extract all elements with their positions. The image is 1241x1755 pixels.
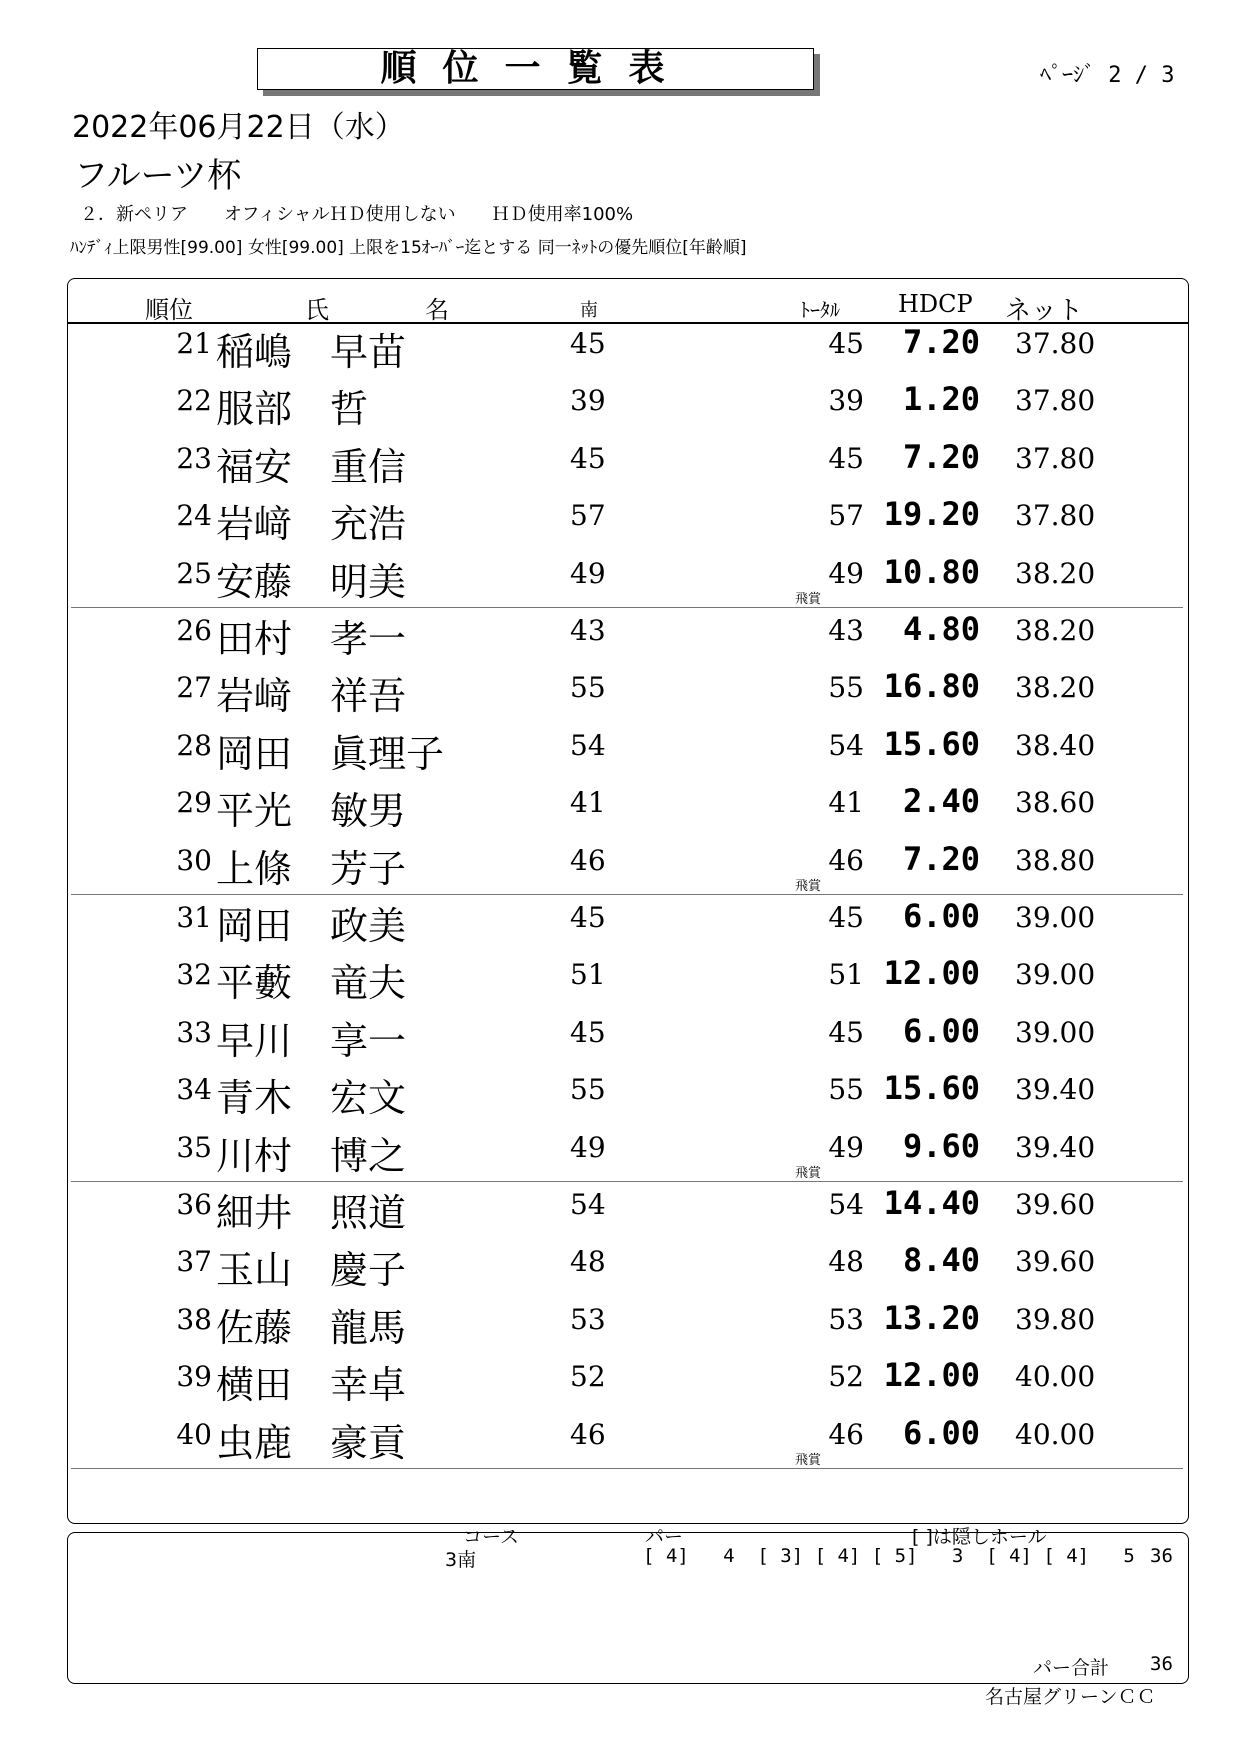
- table-row: [0, 545, 1241, 607]
- rank-cell: 25: [176, 556, 212, 590]
- player-name: 岡田 政美: [216, 904, 407, 948]
- prize-flag: 飛賞: [795, 591, 822, 607]
- hdcp-value: 10.80: [883, 552, 980, 591]
- table-row: [0, 659, 1241, 717]
- hdcp-value: 4.80: [902, 610, 980, 648]
- total-score: 55: [828, 671, 864, 705]
- net-score: 39.40: [1015, 1073, 1096, 1107]
- net-score: 38.20: [1015, 556, 1096, 590]
- hdcp-value: 12.00: [883, 954, 980, 993]
- south-score: 57: [570, 499, 606, 533]
- rank-cell: 27: [176, 671, 212, 705]
- total-score: 51: [828, 958, 864, 992]
- hdcp-value: 16.80: [883, 667, 980, 706]
- player-name: 虫鹿 豪貢: [216, 1420, 407, 1465]
- column-header-total: ﾄｰﾀﾙ: [800, 298, 840, 322]
- rank-cell: 34: [176, 1073, 212, 1107]
- course-label: コース: [463, 1526, 520, 1548]
- column-header-hdcp: HDCP: [898, 290, 973, 318]
- table-row: [0, 602, 1241, 660]
- south-score: 45: [570, 1015, 606, 1049]
- hdcp-value: 7.20: [902, 437, 980, 476]
- table-row: [0, 1061, 1241, 1119]
- player-name: 佐藤 龍馬: [216, 1305, 407, 1350]
- table-row: [0, 774, 1241, 832]
- south-score: 39: [570, 384, 606, 418]
- player-name: 福安 重信: [216, 444, 407, 489]
- rank-cell: 26: [176, 614, 212, 647]
- prize-flag: 飛賞: [795, 1452, 822, 1468]
- total-score: 55: [828, 1073, 864, 1107]
- hole-pars: [ 4] 4 [ 3] [ 4] [ 5] 3 [ 4] [ 4] 5: [643, 1545, 1135, 1567]
- hdcp-value: 1.20: [902, 380, 980, 419]
- net-score: 40.00: [1015, 1360, 1096, 1394]
- total-score: 49: [828, 1130, 864, 1164]
- player-name: 早川 享一: [216, 1018, 407, 1063]
- table-row: [0, 1176, 1241, 1234]
- net-score: 37.80: [1015, 384, 1096, 418]
- player-name: 平藪 竜夫: [216, 961, 407, 1006]
- event-date: 2022年06月22日（水）: [72, 110, 405, 145]
- net-score: 39.00: [1015, 1015, 1096, 1049]
- net-score: 39.60: [1015, 1188, 1096, 1221]
- south-score: 45: [570, 441, 606, 475]
- player-name: 岩﨑 充浩: [216, 502, 407, 547]
- player-name: 服部 哲: [216, 387, 369, 432]
- net-score: 37.80: [1015, 499, 1096, 533]
- total-score: 39: [828, 384, 864, 418]
- net-score: 38.20: [1015, 614, 1096, 647]
- total-score: 54: [828, 1188, 864, 1221]
- net-score: 39.60: [1015, 1245, 1096, 1279]
- table-row: [0, 430, 1241, 488]
- south-score: 41: [570, 786, 606, 820]
- south-score: 46: [570, 1417, 606, 1451]
- south-score: 55: [570, 1073, 606, 1107]
- table-row: [0, 1406, 1241, 1468]
- hdcp-value: 7.20: [902, 839, 980, 878]
- total-score: 46: [828, 1417, 864, 1451]
- south-score: 48: [570, 1245, 606, 1279]
- table-row: [0, 372, 1241, 430]
- scoring-conditions: ２．新ペリア オフィシャルＨＤ使用しない ＨＤ使用率100%: [80, 204, 634, 225]
- rank-cell: 33: [176, 1015, 212, 1049]
- club-name: 名古屋グリーンＣＣ: [985, 1686, 1156, 1708]
- net-score: 38.80: [1015, 843, 1096, 877]
- par-label: パー: [645, 1526, 684, 1548]
- south-score: 52: [570, 1360, 606, 1394]
- south-score: 46: [570, 843, 606, 877]
- net-score: 38.40: [1015, 728, 1096, 762]
- table-row: [0, 1291, 1241, 1349]
- table-row: [0, 889, 1241, 947]
- course-name: 3南: [445, 1549, 477, 1571]
- table-row: [0, 1348, 1241, 1406]
- rank-cell: 24: [176, 499, 212, 533]
- net-score: 40.00: [1015, 1417, 1096, 1451]
- total-score: 41: [828, 786, 864, 820]
- player-name: 稲嶋 早苗: [216, 330, 407, 374]
- rank-cell: 32: [176, 958, 212, 992]
- column-header-net: ネット: [1005, 296, 1084, 326]
- player-name: 岡田 眞理子: [216, 731, 445, 776]
- table-row: [0, 717, 1241, 775]
- south-score: 45: [570, 901, 606, 934]
- rank-cell: 22: [176, 384, 212, 418]
- south-score: 51: [570, 958, 606, 992]
- net-score: 37.80: [1015, 327, 1096, 360]
- table-row: [0, 946, 1241, 1004]
- south-score: 43: [570, 614, 606, 647]
- total-score: 45: [828, 1015, 864, 1049]
- player-name: 細井 照道: [216, 1191, 407, 1235]
- net-score: 39.40: [1015, 1130, 1096, 1164]
- table-row: [0, 1119, 1241, 1181]
- group-divider: [71, 1181, 1183, 1182]
- prize-flag: 飛賞: [795, 878, 822, 894]
- page-number: ﾍﾟｰｼﾞ 2 / 3: [1040, 63, 1175, 88]
- total-score: 45: [828, 441, 864, 475]
- total-score: 52: [828, 1360, 864, 1394]
- hdcp-value: 13.20: [883, 1298, 980, 1337]
- south-score: 54: [570, 728, 606, 762]
- rank-cell: 29: [176, 786, 212, 820]
- rank-cell: 39: [176, 1360, 212, 1394]
- rank-cell: 35: [176, 1130, 212, 1164]
- total-score: 43: [828, 614, 864, 647]
- competition-name: フルーツ杯: [74, 156, 242, 196]
- net-score: 39.80: [1015, 1302, 1096, 1336]
- rank-cell: 28: [176, 728, 212, 762]
- table-row: [0, 315, 1241, 373]
- player-name: 青木 宏文: [216, 1076, 407, 1121]
- handicap-note: ﾊﾝﾃﾞｨ上限男性[99.00] 女性[99.00] 上限を15ｵｰﾊﾞｰ迄とする 同一ﾈｯﾄの優先順位[年齢順]: [70, 238, 747, 258]
- table-row: [0, 832, 1241, 894]
- player-name: 横田 幸卓: [216, 1363, 407, 1408]
- course-par-total: 36: [1150, 1545, 1173, 1567]
- column-header-name-family: 氏: [305, 296, 329, 324]
- column-header-name-given: 名: [425, 296, 449, 324]
- player-name: 田村 孝一: [216, 617, 407, 661]
- prize-flag: 飛賞: [795, 1165, 822, 1181]
- table-row: [0, 1004, 1241, 1062]
- south-score: 49: [570, 1130, 606, 1164]
- rank-cell: 37: [176, 1245, 212, 1279]
- column-header-rank: 順位: [145, 296, 193, 324]
- group-divider: [71, 607, 1183, 608]
- total-score: 57: [828, 499, 864, 533]
- hdcp-value: 7.20: [902, 323, 980, 361]
- hdcp-value: 14.40: [883, 1184, 980, 1222]
- hdcp-value: 19.20: [883, 495, 980, 534]
- total-score: 54: [828, 728, 864, 762]
- south-score: 49: [570, 556, 606, 590]
- par-total-value: 36: [1150, 1653, 1173, 1675]
- net-score: 37.80: [1015, 441, 1096, 475]
- player-name: 玉山 慶子: [216, 1248, 407, 1293]
- page-title: 順位一覧表: [257, 48, 814, 90]
- south-score: 45: [570, 327, 606, 360]
- hdcp-value: 2.40: [902, 782, 980, 821]
- rank-cell: 38: [176, 1302, 212, 1336]
- player-name: 上條 芳子: [216, 846, 407, 891]
- hdcp-value: 9.60: [902, 1126, 980, 1165]
- hdcp-value: 6.00: [902, 1413, 980, 1452]
- net-score: 38.20: [1015, 671, 1096, 705]
- net-score: 38.60: [1015, 786, 1096, 820]
- table-row: [0, 487, 1241, 545]
- rank-cell: 40: [176, 1417, 212, 1451]
- hdcp-value: 6.00: [902, 897, 980, 935]
- player-name: 平光 敏男: [216, 789, 407, 834]
- hdcp-value: 6.00: [902, 1011, 980, 1050]
- total-score: 53: [828, 1302, 864, 1336]
- south-score: 55: [570, 671, 606, 705]
- rank-cell: 36: [176, 1188, 212, 1221]
- table-row: [0, 1233, 1241, 1291]
- group-divider: [71, 894, 1183, 895]
- total-score: 45: [828, 901, 864, 934]
- hidden-hole-label: [ ]は隠しホール: [912, 1526, 1047, 1548]
- total-score: 49: [828, 556, 864, 590]
- total-score: 46: [828, 843, 864, 877]
- player-name: 安藤 明美: [216, 559, 407, 604]
- total-score: 48: [828, 1245, 864, 1279]
- total-score: 45: [828, 327, 864, 360]
- hdcp-value: 8.40: [902, 1241, 980, 1280]
- south-score: 53: [570, 1302, 606, 1336]
- south-score: 54: [570, 1188, 606, 1221]
- rank-cell: 31: [176, 901, 212, 934]
- player-name: 川村 博之: [216, 1133, 407, 1178]
- hdcp-value: 12.00: [883, 1356, 980, 1395]
- net-score: 39.00: [1015, 958, 1096, 992]
- rank-cell: 21: [176, 327, 212, 360]
- hdcp-value: 15.60: [883, 724, 980, 763]
- net-score: 39.00: [1015, 901, 1096, 934]
- par-total-label: パー合計: [1033, 1657, 1110, 1679]
- player-name: 岩﨑 祥吾: [216, 674, 407, 719]
- rank-cell: 30: [176, 843, 212, 877]
- group-divider: [71, 1468, 1183, 1469]
- rank-cell: 23: [176, 441, 212, 475]
- hdcp-value: 15.60: [883, 1069, 980, 1108]
- column-header-south: 南: [580, 300, 598, 321]
